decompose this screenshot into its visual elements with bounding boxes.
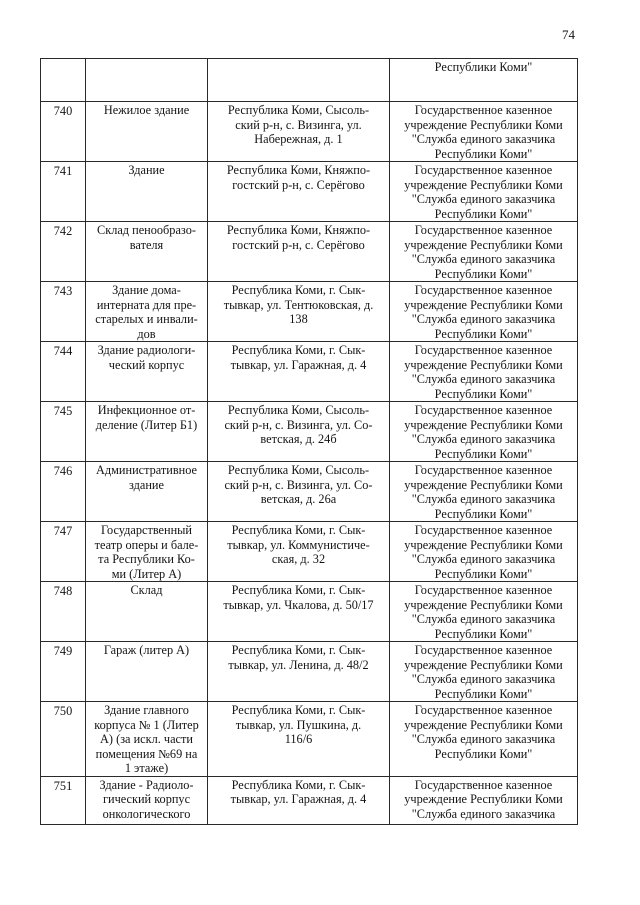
- object-address: Республика Коми, Сысоль- ский р-н, с. Визинга, ул. Со- ветская, д. 26а: [208, 462, 390, 522]
- object-name: Нежилое здание: [86, 102, 208, 162]
- row-number: 746: [41, 462, 86, 522]
- object-name: Здание дома- интерната для пре- старелых и инвали- дов: [86, 282, 208, 342]
- object-address: Республика Коми, Княжпо- гостский р-н, с. Серёгово: [208, 222, 390, 282]
- row-number: 744: [41, 342, 86, 402]
- holder-name: Государственное казенное учреждение Республики Коми "Служба единого заказчика Республики Коми": [390, 402, 578, 462]
- row-number: [41, 59, 86, 102]
- row-number: 747: [41, 522, 86, 582]
- holder-name: Государственное казенное учреждение Республики Коми "Служба единого заказчика Республики Коми": [390, 462, 578, 522]
- table-row: [41, 102, 578, 162]
- holder-name: Государственное казенное учреждение Республики Коми "Служба единого заказчика Республики Коми": [390, 342, 578, 402]
- holder-name: Государственное казенное учреждение Республики Коми "Служба единого заказчика Республики Коми": [390, 162, 578, 222]
- object-name: Склад пенообразо- вателя: [86, 222, 208, 282]
- row-number: 749: [41, 642, 86, 702]
- table-row: [41, 222, 578, 282]
- holder-name: Государственное казенное учреждение Республики Коми "Служба единого заказчика Республики Коми": [390, 702, 578, 777]
- holder-name: Государственное казенное учреждение Республики Коми "Служба единого заказчика Республики Коми": [390, 522, 578, 582]
- object-name: Здание главного корпуса № 1 (Литер А) (за искл. части помещения №69 на 1 этаже): [86, 702, 208, 777]
- object-name: Здание радиологи- ческий корпус: [86, 342, 208, 402]
- row-number: 745: [41, 402, 86, 462]
- holder-name: Республики Коми": [390, 59, 578, 102]
- object-address: Республика Коми, г. Сык- тывкар, ул. Коммунистиче- ская, д. 32: [208, 522, 390, 582]
- object-name: [86, 59, 208, 102]
- page-number: 74: [562, 27, 575, 42]
- table-row: [41, 702, 578, 777]
- row-number: 743: [41, 282, 86, 342]
- registry-body: [41, 59, 578, 825]
- object-name: Здание: [86, 162, 208, 222]
- holder-name: Государственное казенное учреждение Республики Коми "Служба единого заказчика Республики Коми": [390, 222, 578, 282]
- object-address: Республика Коми, г. Сык- тывкар, ул. Чкалова, д. 50/17: [208, 582, 390, 642]
- holder-name: Государственное казенное учреждение Республики Коми "Служба единого заказчика Республики Коми": [390, 642, 578, 702]
- holder-name: Государственное казенное учреждение Республики Коми "Служба единого заказчика Республики Коми": [390, 582, 578, 642]
- object-name: Государственный театр оперы и бале- та Республики Ко- ми (Литер А): [86, 522, 208, 582]
- table-row: [41, 642, 578, 702]
- table-row: [41, 776, 578, 824]
- row-number: 740: [41, 102, 86, 162]
- object-name: Здание - Радиоло- гический корпус онкологического: [86, 776, 208, 824]
- continuation-row: [41, 59, 578, 102]
- object-name: Административное здание: [86, 462, 208, 522]
- object-address: Республика Коми, г. Сык- тывкар, ул. Гаражная, д. 4: [208, 342, 390, 402]
- object-address: Республика Коми, г. Сык- тывкар, ул. Гаражная, д. 4: [208, 776, 390, 824]
- row-number: 748: [41, 582, 86, 642]
- object-name: Гараж (литер А): [86, 642, 208, 702]
- table-row: [41, 402, 578, 462]
- object-address: [208, 59, 390, 102]
- object-name: Инфекционное от- деление (Литер Б1): [86, 402, 208, 462]
- row-number: 741: [41, 162, 86, 222]
- object-address: Республика Коми, Княжпо- гостский р-н, с. Серёгово: [208, 162, 390, 222]
- holder-name: Государственное казенное учреждение Республики Коми "Служба единого заказчика: [390, 776, 578, 824]
- row-number: 742: [41, 222, 86, 282]
- object-address: Республика Коми, г. Сык- тывкар, ул. Пушкина, д. 116/6: [208, 702, 390, 777]
- table-row: [41, 342, 578, 402]
- row-number: 750: [41, 702, 86, 777]
- object-name: Склад: [86, 582, 208, 642]
- object-address: Республика Коми, г. Сык- тывкар, ул. Ленина, д. 48/2: [208, 642, 390, 702]
- table-row: [41, 582, 578, 642]
- table-row: [41, 162, 578, 222]
- property-registry-table: [40, 58, 578, 825]
- object-address: Республика Коми, г. Сык- тывкар, ул. Тентюковская, д. 138: [208, 282, 390, 342]
- table-row: [41, 462, 578, 522]
- row-number: 751: [41, 776, 86, 824]
- object-address: Республика Коми, Сысоль- ский р-н, с. Визинга, ул. Набережная, д. 1: [208, 102, 390, 162]
- table-row: [41, 282, 578, 342]
- holder-name: Государственное казенное учреждение Республики Коми "Служба единого заказчика Республики Коми": [390, 102, 578, 162]
- holder-name: Государственное казенное учреждение Республики Коми "Служба единого заказчика Республики Коми": [390, 282, 578, 342]
- object-address: Республика Коми, Сысоль- ский р-н, с. Визинга, ул. Со- ветская, д. 24б: [208, 402, 390, 462]
- table-row: [41, 522, 578, 582]
